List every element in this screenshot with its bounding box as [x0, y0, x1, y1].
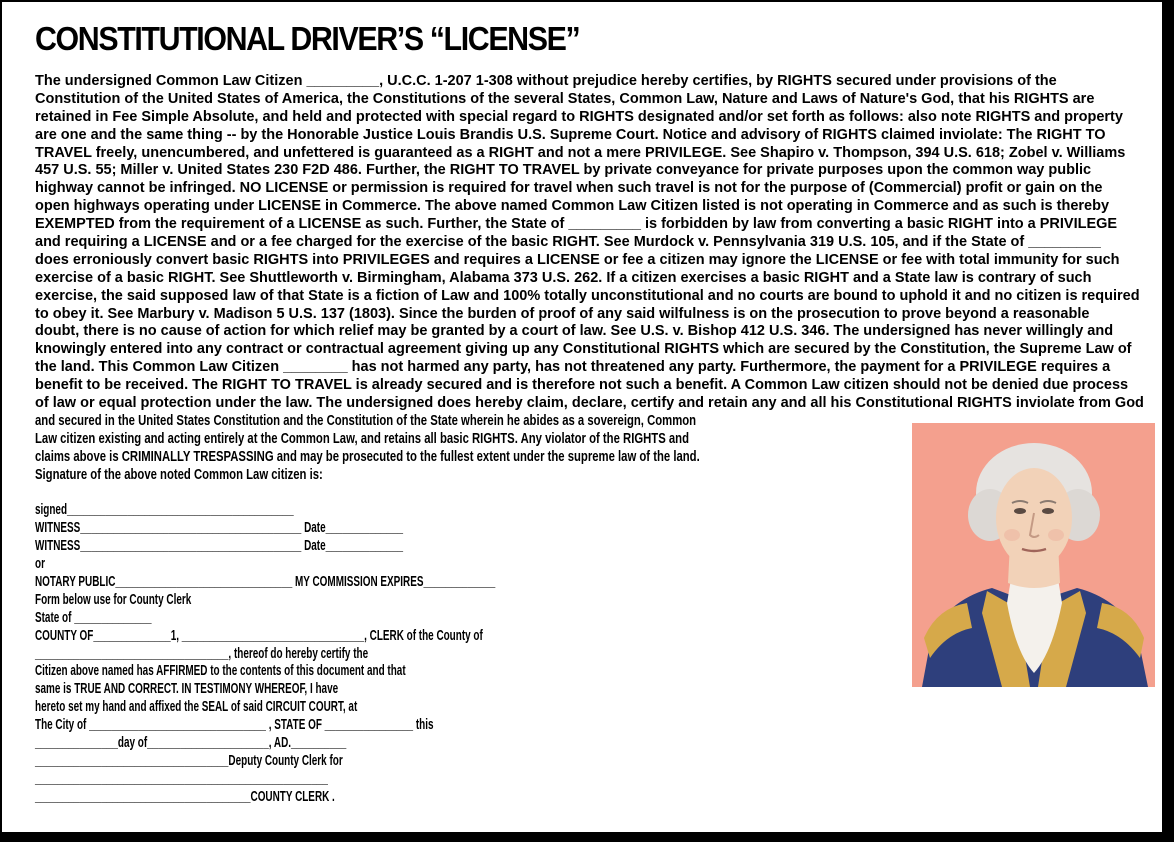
- document-line: exercise, the said supposed law of that State is a fiction of Law and 100% totally unconstitutional and no courts are bound to uphold it and no citizen is required: [35, 287, 1140, 304]
- document-line: Signature of the above noted Common Law citizen is:: [35, 466, 323, 483]
- document-line: _______________________________________COUNTY CLERK .: [35, 788, 335, 805]
- document-line: 457 U.S. 55; Miller v. United States 230 F2D 486. Further, the RIGHT TO TRAVEL by private conveyance for private purposes upon the common way public: [35, 162, 1092, 179]
- document-line: ___________________________________Deputy County Clerk for: [35, 752, 343, 769]
- document-line: retained in Fee Simple Absolute, and held and protected with special regard to RIGHTS designated and/or set forth as follows: also note RIGHTS and property: [35, 108, 1123, 125]
- document-line: Citizen above named has AFFIRMED to the contents of this document and that: [35, 663, 406, 680]
- document-line: benefit to be received. The RIGHT TO TRAVEL is already secured and is therefore not such a benefit. A Common Law citizen should not be denied due process: [35, 377, 1129, 394]
- document-line: same is TRUE AND CORRECT. IN TESTIMONY WHEREOF, I have: [35, 681, 339, 698]
- document-line: or: [35, 556, 45, 573]
- document-line: and requiring a LICENSE and or a fee charged for the exercise of the basic RIGHT. See Murdock v. Pennsylvania 319 U.S. 105, and if the State of _________: [35, 234, 1101, 251]
- document-line: signed_________________________________________: [35, 502, 294, 519]
- document-line: The undersigned Common Law Citizen _________, U.C.C. 1-207 1-308 without prejudice hereby certifies, by RIGHTS secured under provisions of the: [35, 73, 1057, 89]
- document-line: State of ______________: [35, 609, 152, 626]
- document-line: claims above is CRIMINALLY TRESPASSING and may be prosecuted to the fullest extent under the supreme law of the land.: [35, 448, 700, 465]
- document-line: WITNESS________________________________________ Date______________: [35, 520, 403, 537]
- document-line: [35, 484, 795, 502]
- document-line: knowingly entered into any contract or contractual agreement giving up any Constitutional RIGHTS which are secured by the Constitution, the Supreme Law of: [35, 341, 1132, 358]
- document-line: _______________day of______________________, AD.__________: [35, 734, 347, 751]
- document-line: are one and the same thing -- by the Honorable Justice Louis Brandis U.S. Supreme Court. Notice and advisory of RIGHTS claimed inviolate: The RIGHT TO: [35, 126, 1106, 143]
- document-line: hereto set my hand and affixed the SEAL of said CIRCUIT COURT, at: [35, 699, 358, 716]
- document-line: Form below use for County Clerk: [35, 591, 192, 608]
- document-line: EXEMPTED from the requirement of a LICENSE as such. Further, the State of _________ is forbidden by law from converting a basic RIGHT into a PRIVILEGE: [35, 216, 1118, 233]
- document-line: Law citizen existing and acting entirely at the Common Law, and retains all basic RIGHTS. Any violator of the RIGHTS and: [35, 430, 690, 447]
- document-line: NOTARY PUBLIC________________________________ MY COMMISSION EXPIRES_____________: [35, 573, 496, 590]
- document-line: COUNTY OF______________1, _________________________________, CLERK of the County of: [35, 627, 483, 644]
- document-line: WITNESS________________________________________ Date______________: [35, 538, 403, 555]
- document-line: highway cannot be infringed. NO LICENSE or permission is required for travel when such travel is not for the purpose of (Commercial) profit or gain on the: [35, 180, 1103, 197]
- document-line: of law or equal protection under the law. The undersigned does hereby claim, declare, certify and retain any and all his Constitutional RIGHTS inviolate from God: [35, 395, 1144, 412]
- portrait-illustration: [912, 423, 1155, 687]
- document-line: The City of ________________________________ , STATE OF ________________ this: [35, 717, 434, 734]
- document-line: the land. This Common Law Citizen ________ has not harmed any party, has not threatened any party. Furthermore, the payment for a PRIVILEGE requires a: [35, 359, 1111, 376]
- document-line: ___________________________________, thereof do hereby certify the: [35, 645, 369, 662]
- document-line: Constitution of the United States of America, the Constitutions of the several States, Common Law, Nature and Laws of Nature's God, that his RIGHTS are: [35, 90, 1095, 107]
- document-line: does erroniously convert basic RIGHTS into PRIVILEGES and requires a LICENSE or fee a citizen may ignore the LICENSE or fee with total immunity for such: [35, 251, 1120, 268]
- document-line: to obey it. See Marbury v. Madison 5 U.S. 137 (1803). Since the burden of proof of any said wilfulness is on the prosecution to prove beyond a reasonable: [35, 305, 1090, 322]
- document-title: CONSTITUTIONAL DRIVER’S “LICENSE”: [35, 20, 580, 57]
- document-line: TRAVEL freely, unencumbered, and unfettered is guaranteed as a RIGHT and not a mere PRIVILEGE. See Shapiro v. Thompson, 394 U.S. 618; Zobel v. Williams: [35, 144, 1126, 161]
- document-line: open highways operating under LICENSE in Commerce. The above named Common Law Citizen listed is not operating in Commerce and as such is thereby: [35, 198, 1110, 215]
- document-line: and secured in the United States Constitution and the Constitution of the State wherein he abides as a sovereign, Common: [35, 412, 697, 429]
- document-line: exercise of a basic RIGHT. See Shuttleworth v. Birmingham, Alabama 373 U.S. 262. If a citizen exercises a basic RIGHT and a State law is contrary of such: [35, 269, 1092, 286]
- document-line: doubt, there is no cause of action for which relief may be granted by a court of law. See U.S. v. Bishop 412 U.S. 346. The undersigned has never willingly and: [35, 323, 1114, 340]
- portrait-image: [912, 423, 1155, 687]
- document-line: _____________________________________________________: [35, 770, 328, 787]
